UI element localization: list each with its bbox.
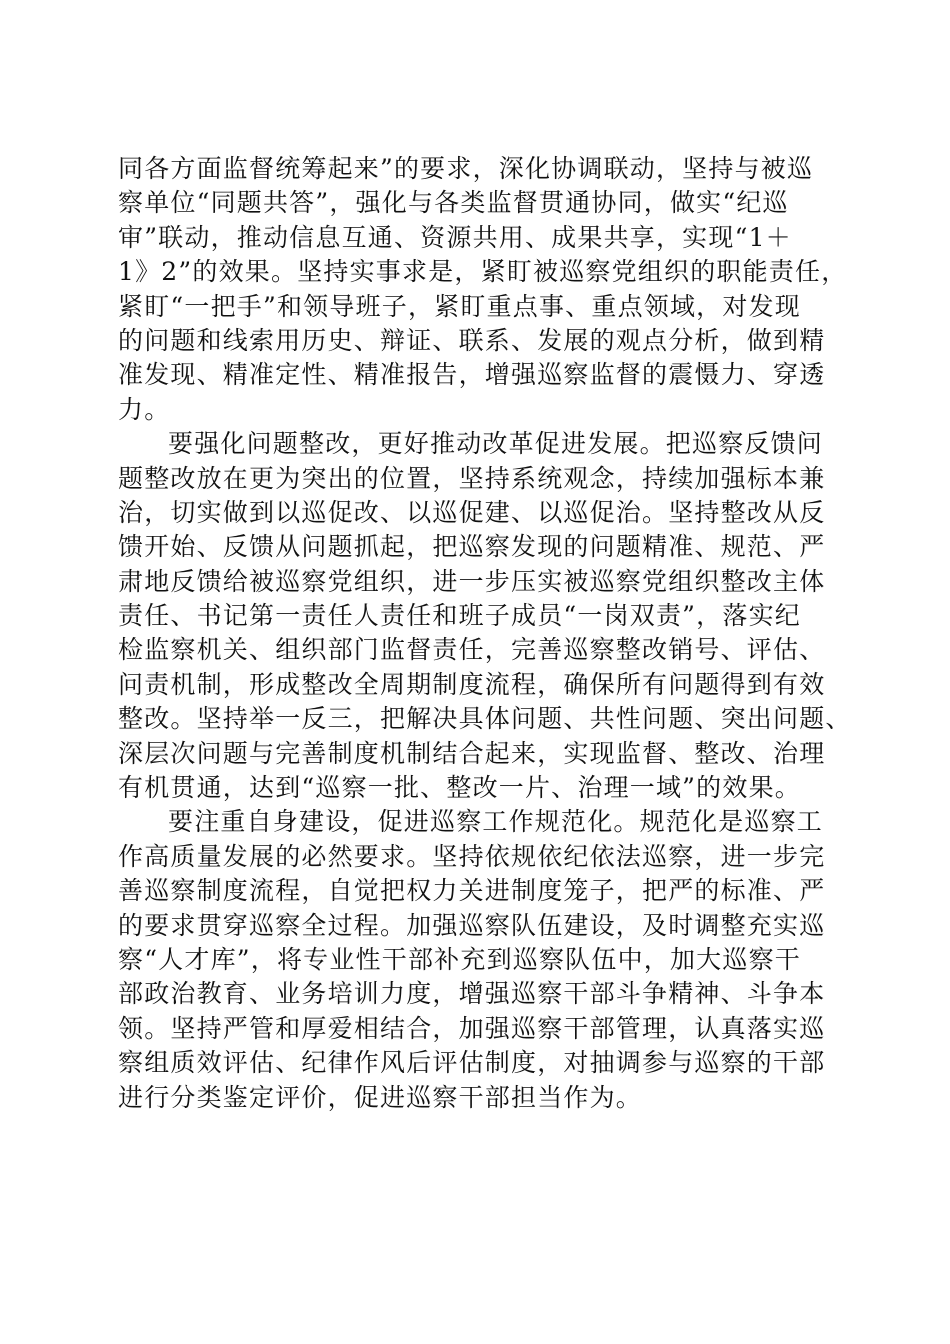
text-line: 治，切实做到以巡促改、以巡促建、以巡促治。坚持整改从反 bbox=[118, 497, 826, 527]
text-line: 进行分类鉴定评价，促进巡察干部担当作为。 bbox=[118, 1082, 643, 1112]
text-line: 深层次问题与完善制度机制结合起来，实现监督、整改、治理 bbox=[118, 738, 826, 768]
text-line: 察“人才库”，将专业性干部补充到巡察队伍中，加大巡察干 bbox=[118, 944, 801, 974]
text-line: 力。 bbox=[118, 394, 171, 424]
text-line: 问责机制，形成整改全周期制度流程，确保所有问题得到有效 bbox=[118, 669, 826, 699]
text-line: 善巡察制度流程，自觉把权力关进制度笼子，把严的标准、严 bbox=[118, 876, 826, 906]
paragraph-start-line: 要强化问题整改，更好推动改革促进发展。把巡察反馈问 bbox=[168, 429, 824, 459]
text-line: 准发现、精准定性、精准报告，增强巡察监督的震慑力、穿透 bbox=[118, 360, 826, 390]
text-line: 整改。坚持举一反三，把解决具体问题、共性问题、突出问题、 bbox=[118, 704, 852, 734]
text-line: 审”联动，推动信息互通、资源共用、成果共享，实现“1＋ bbox=[118, 222, 792, 252]
text-line: 馈开始、反馈从问题抓起，把巡察发现的问题精准、规范、严 bbox=[118, 532, 826, 562]
text-line: 察单位“同题共答”，强化与各类监督贯通协同，做实“纪巡 bbox=[118, 188, 789, 218]
text-line: 紧盯“一把手”和领导班子，紧盯重点事、重点领域，对发现 bbox=[118, 291, 801, 321]
text-line: 题整改放在更为突出的位置，坚持系统观念，持续加强标本兼 bbox=[118, 463, 826, 493]
text-line: 1》2”的效果。坚持实事求是，紧盯被巡察党组织的职能责任， bbox=[118, 257, 848, 287]
text-line: 肃地反馈给被巡察党组织，进一步压实被巡察党组织整改主体 bbox=[118, 566, 826, 596]
text-line: 察组质效评估、纪律作风后评估制度，对抽调参与巡察的干部 bbox=[118, 1048, 826, 1078]
text-line: 检监察机关、组织部门监督责任，完善巡察整改销号、评估、 bbox=[118, 635, 826, 665]
text-line: 领。坚持严管和厚爱相结合，加强巡察干部管理，认真落实巡 bbox=[118, 1013, 826, 1043]
text-line: 的问题和线索用历史、辩证、联系、发展的观点分析，做到精 bbox=[118, 325, 826, 355]
text-line: 同各方面监督统筹起来”的要求，深化协调联动，坚持与被巡 bbox=[118, 154, 814, 183]
body-text bbox=[118, 152, 852, 1115]
text-line: 作高质量发展的必然要求。坚持依规依纪依法巡察，进一步完 bbox=[118, 841, 826, 871]
text-line: 责任、书记第一责任人责任和班子成员“一岗双责”，落实纪 bbox=[118, 601, 801, 631]
paragraph-start-line: 要注重自身建设，促进巡察工作规范化。规范化是巡察工 bbox=[168, 807, 824, 837]
text-line: 的要求贯穿巡察全过程。加强巡察队伍建设，及时调整充实巡 bbox=[118, 910, 826, 940]
text-line: 有机贯通，达到“巡察一批、整改一片、治理一域”的效果。 bbox=[118, 773, 801, 803]
text-line: 部政治教育、业务培训力度，增强巡察干部斗争精神、斗争本 bbox=[118, 979, 826, 1009]
